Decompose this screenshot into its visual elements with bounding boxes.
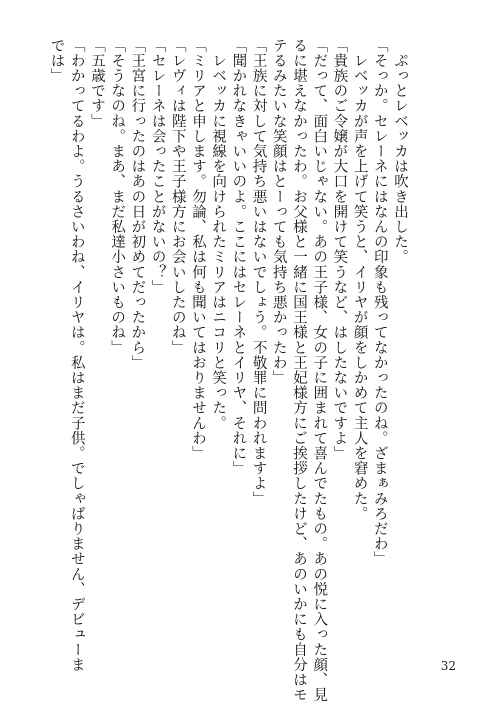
text-line: 「ミリアと申します。勿論、私は何も聞いてはおりませんわ」 (189, 38, 206, 461)
text-line: 「そうなのね。まあ、まだ私達小さいものね」 (109, 38, 126, 356)
text-line: 「聞かれなきゃいいのよ。ここにはセレーネとイリヤ、それに」 (230, 38, 247, 476)
text-line: 「王族に対して気持ち悪いはないでしょう。不敬罪に問われますよ」 (250, 38, 267, 507)
text-line: 「王宮に行ったのはあの日が初めてだったから」 (129, 38, 146, 371)
text-line: テるみたいな笑顔はとーっても気持ち悪かったわ」 (270, 38, 287, 386)
text-line: るに堪えなかったわ。お父様と一緒に国王様と王妃様方にご挨拶したけど、あのいかにも自分はモ (290, 38, 307, 703)
text-line: 「だって、面白いじゃない。あの王子様、女の子に囲まれて喜んでたもの。あの悦に入った顔、見 (311, 38, 328, 703)
text-line: では」 (48, 38, 65, 84)
text-line: 「レヴィは陛下や王子様方にお会いしたのね」 (169, 38, 186, 356)
page-number: 32 (440, 659, 456, 673)
text-line: レベッカが声を上げて笑うと、イリヤが顔をしかめて主人を窘めた。 (351, 38, 368, 522)
text-line: 「そっか。セレーネにはなんの印象も残ってなかったのね。ざまぁみろだわ」 (371, 38, 388, 567)
text-line: 「わかってるわよ。うるさいわね、イリヤは。私はまだ子供。でしゃばりません、デビューま (68, 38, 85, 673)
text-line: レベッカに視線を向けられたミリアはニコリと笑った。 (210, 38, 227, 431)
vertical-text-body (46, 38, 410, 703)
text-line: ぷっとレベッカは吹き出した。 (392, 38, 408, 265)
text-line: 「五歳です」 (88, 38, 105, 129)
text-line: 「セレーネは会ったことがないの？」 (149, 38, 166, 295)
text-line: 「貴族のご令嬢が大口を開けて笑うなど、はしたないですよ」 (331, 38, 348, 461)
